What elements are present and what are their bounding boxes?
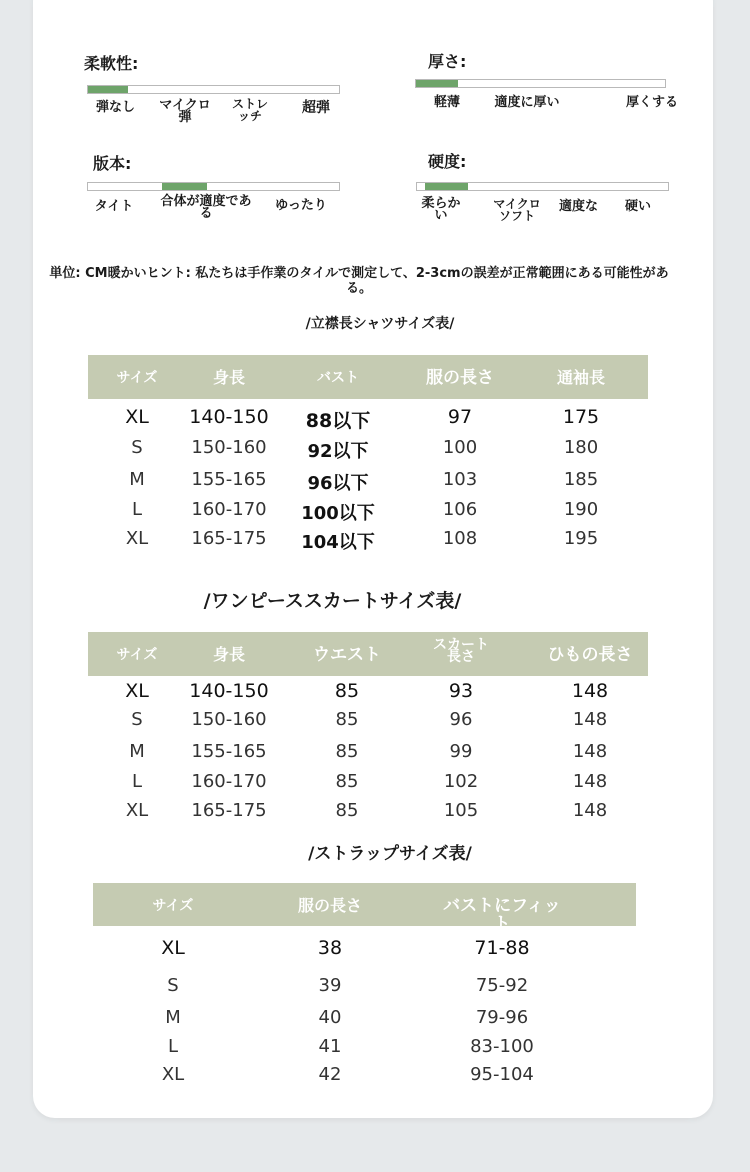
table-cell: 165-175 (191, 800, 267, 821)
table-cell: M (165, 1007, 181, 1028)
table-cell: 140-150 (189, 680, 269, 702)
dress-table-col-1: 身長 (212, 645, 245, 664)
table-cell: S (167, 975, 179, 996)
table-cell: 100以下 (301, 503, 375, 524)
table-cell: 96以下 (307, 473, 369, 494)
table-cell: 85 (335, 771, 359, 792)
table-cell: L (131, 499, 143, 520)
table-cell: 160-170 (191, 771, 267, 792)
softness-title: 柔軟性: (84, 54, 139, 73)
table-cell: 41 (318, 1036, 342, 1057)
shirt-table-col-3: 服の長さ (426, 368, 494, 388)
table-cell: 104以下 (301, 532, 375, 553)
table-cell: 42 (318, 1064, 342, 1085)
table-cell: XL (125, 406, 149, 428)
table-cell: 38 (317, 937, 343, 959)
softness-fill (88, 86, 128, 93)
fit-fill (162, 183, 207, 190)
table-cell: S (131, 437, 143, 458)
table-cell: 148 (572, 771, 608, 792)
dress-table-col-2: ウエスト (313, 645, 381, 665)
dress-table-col-3: スカート 長さ (433, 637, 489, 665)
table-cell: 148 (572, 709, 608, 730)
hardness-bar (416, 182, 669, 191)
thickness-bar (415, 79, 666, 88)
table-cell: 92以下 (307, 441, 369, 462)
softness-label-1: マイクロ 弾 (159, 98, 211, 125)
table-cell: 85 (335, 741, 359, 762)
table-cell: 75-92 (475, 975, 529, 996)
table-cell: XL (125, 800, 149, 821)
softness-bar (87, 85, 340, 94)
fit-label-1: 合体が適度であ る (160, 194, 252, 221)
table-cell: S (131, 709, 143, 730)
table-cell: 40 (318, 1007, 342, 1028)
strap-table-col-0: サイズ (152, 898, 194, 914)
table-cell: 108 (442, 528, 478, 549)
table-cell: 148 (572, 800, 608, 821)
hardness-label-1: マイクロ ソフト (493, 197, 541, 223)
fit-title: 版本: (93, 154, 132, 173)
hardness-title: 硬度: (428, 152, 467, 171)
shirt-table-col-1: 身長 (212, 368, 245, 387)
thickness-label-1: 適度に厚い (494, 95, 560, 110)
table-cell: 155-165 (191, 741, 267, 762)
softness-label-3: 超弾 (302, 100, 330, 116)
table-cell: XL (161, 1064, 185, 1085)
hardness-fill (425, 183, 468, 190)
table-cell: 96 (449, 709, 473, 730)
shirt-table-col-0: サイズ (116, 370, 158, 386)
thickness-label-2: 厚くする (625, 95, 678, 110)
table-cell: 148 (572, 741, 608, 762)
table-cell: M (129, 469, 145, 490)
dress-table-title: /ワンピーススカートサイズ表/ (203, 590, 462, 612)
table-cell: 150-160 (191, 709, 267, 730)
hardness-label-3: 硬い (624, 199, 651, 214)
softness-label-2: ストレ ッチ (231, 97, 268, 123)
table-cell: 85 (335, 709, 359, 730)
table-cell: 39 (318, 975, 342, 996)
fit-label-0: タイト (94, 199, 134, 214)
table-cell: 180 (563, 437, 599, 458)
table-cell: 99 (449, 741, 473, 762)
table-cell: 140-150 (189, 406, 269, 428)
measurement-note: 単位: CM暖かいヒント: 私たちは手作業のタイルで測定して、2-3cmの誤差が正常範囲にある可能性がある。 (49, 266, 669, 296)
table-cell: 100 (442, 437, 478, 458)
softness-label-0: 弾なし (95, 100, 135, 115)
table-cell: XL (161, 937, 185, 959)
table-cell: 103 (442, 469, 478, 490)
fit-label-2: ゆったり (275, 198, 327, 213)
shirt-table-col-2: バスト (317, 370, 359, 386)
table-cell: 150-160 (191, 437, 267, 458)
thickness-title: 厚さ: (428, 52, 467, 71)
table-cell: 85 (334, 680, 360, 702)
table-cell: XL (125, 528, 149, 549)
table-cell: M (129, 741, 145, 762)
table-cell: 88以下 (305, 410, 371, 432)
table-cell: 106 (442, 499, 478, 520)
table-cell: 165-175 (191, 528, 267, 549)
thickness-fill (416, 80, 458, 87)
table-cell: 85 (335, 800, 359, 821)
dress-table-col-0: サイズ (116, 647, 158, 663)
fit-bar (87, 182, 340, 191)
table-cell: 190 (563, 499, 599, 520)
hardness-label-0: 柔らか い (421, 196, 461, 223)
table-cell: 93 (448, 680, 474, 702)
table-cell: L (167, 1036, 179, 1057)
dress-table-col-4: ひもの長さ (547, 645, 633, 665)
table-cell: XL (125, 680, 149, 702)
table-cell: 95-104 (470, 1064, 534, 1085)
table-cell: 148 (571, 680, 609, 702)
strap-table-col-1: 服の長さ (297, 896, 362, 915)
shirt-table-title: /立襟長シャツサイズ表/ (305, 316, 455, 332)
shirt-table-col-4: 通袖長 (556, 368, 605, 387)
table-cell: 102 (443, 771, 479, 792)
table-cell: 155-165 (191, 469, 267, 490)
table-cell: 175 (562, 406, 600, 428)
table-cell: 71-88 (474, 937, 530, 959)
table-cell: 195 (563, 528, 599, 549)
hardness-label-2: 適度な (558, 199, 598, 214)
table-cell: 160-170 (191, 499, 267, 520)
table-cell: L (131, 771, 143, 792)
thickness-label-0: 軽薄 (433, 95, 460, 110)
table-cell: 185 (563, 469, 599, 490)
table-cell: 79-96 (475, 1007, 529, 1028)
table-cell: 97 (447, 406, 473, 428)
strap-table-col-2: バストにフィット (443, 896, 561, 934)
table-cell: 83-100 (470, 1036, 534, 1057)
table-cell: 105 (443, 800, 479, 821)
strap-table-title: /ストラップサイズ表/ (308, 844, 472, 864)
